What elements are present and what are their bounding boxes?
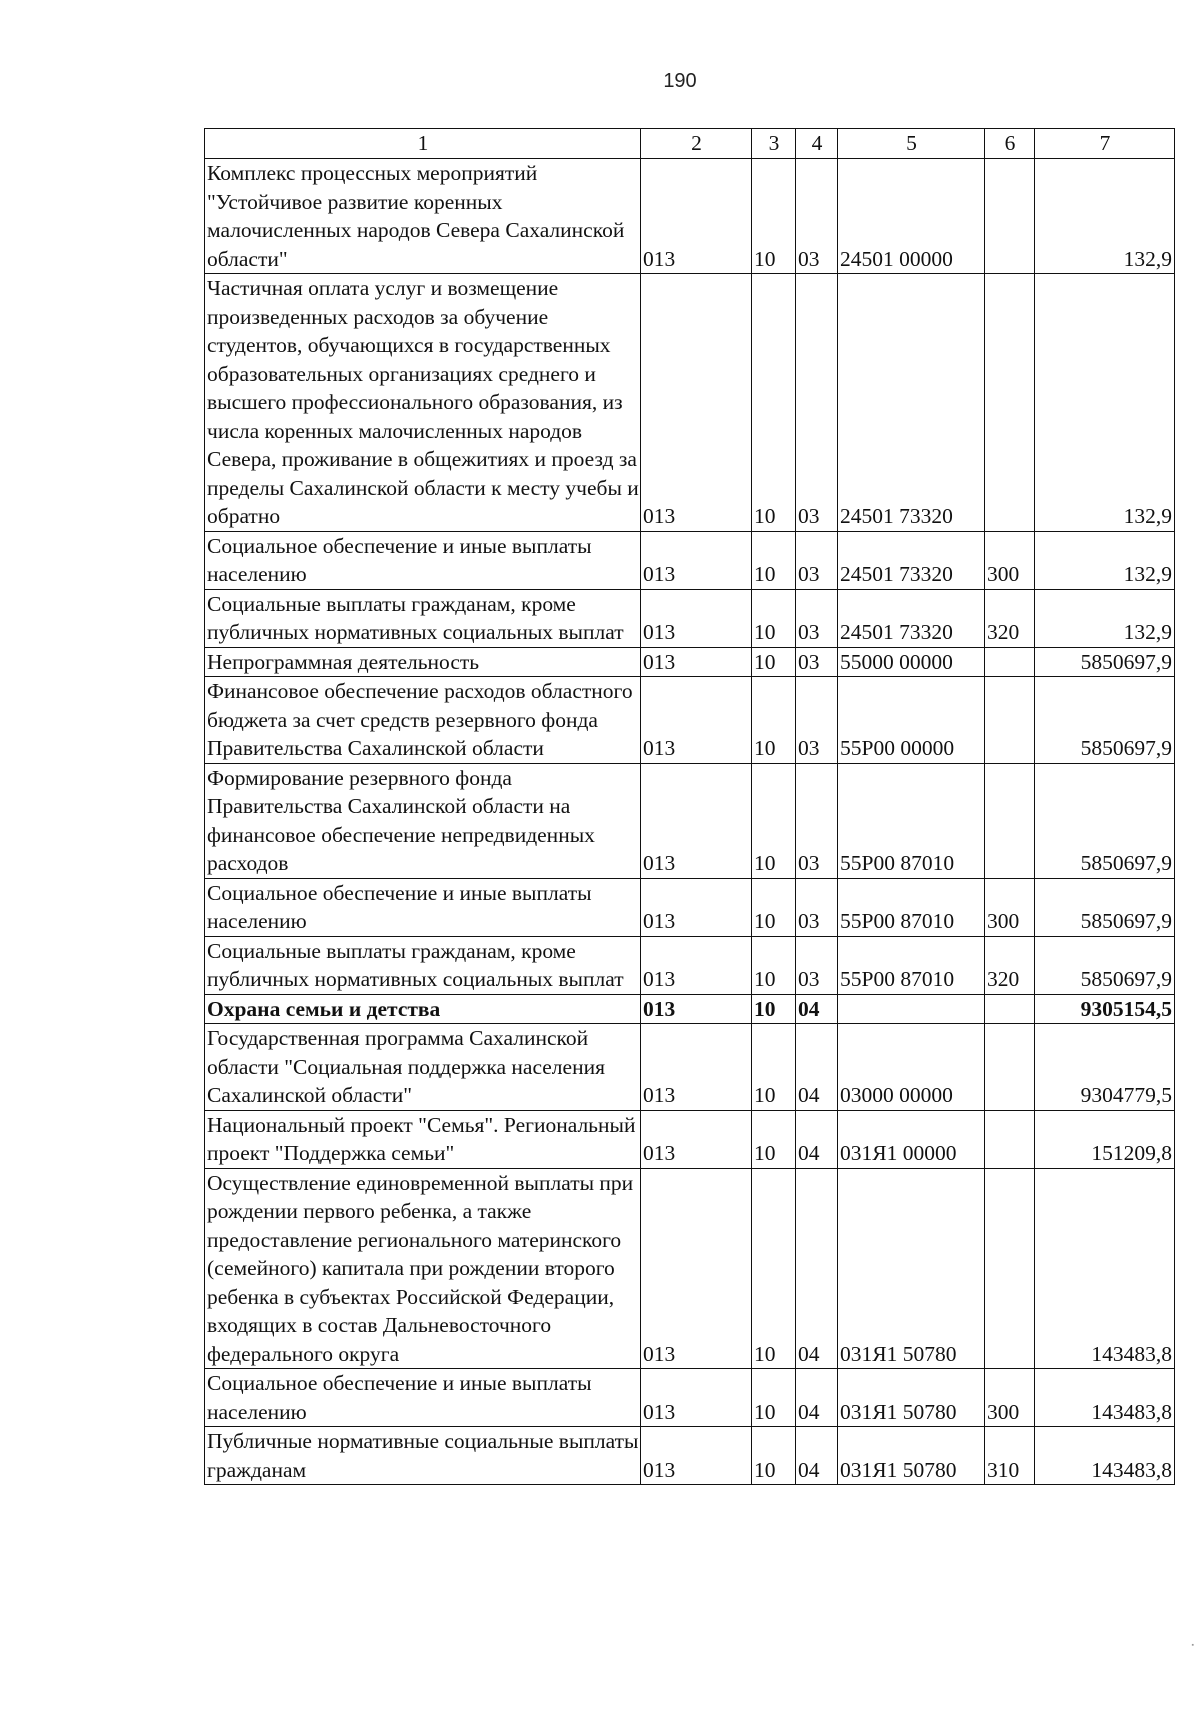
target-article-cell: 031Я1 50780 (838, 1427, 985, 1485)
amount-cell: 143483,8 (1035, 1168, 1175, 1369)
section-code-cell: 10 (752, 994, 796, 1024)
section-code-cell: 10 (752, 878, 796, 936)
row-name-cell: Социальные выплаты гражданам, кроме публичных нормативных социальных выплат (205, 589, 641, 647)
section-code-cell: 10 (752, 677, 796, 764)
amount-cell: 132,9 (1035, 274, 1175, 532)
ministry-code-cell: 013 (641, 589, 752, 647)
expense-type-cell (985, 1168, 1035, 1369)
table-row (205, 1168, 1175, 1369)
row-name-cell: Социальное обеспечение и иные выплаты населению (205, 531, 641, 589)
subsection-code-cell: 03 (796, 763, 838, 878)
subsection-code-cell: 03 (796, 159, 838, 274)
row-name-cell: Публичные нормативные социальные выплаты гражданам (205, 1427, 641, 1485)
ministry-code-cell: 013 (641, 994, 752, 1024)
subsection-code-cell: 03 (796, 274, 838, 532)
section-code-cell: 10 (752, 1110, 796, 1168)
amount-cell: 143483,8 (1035, 1369, 1175, 1427)
amount-cell: 5850697,9 (1035, 878, 1175, 936)
page-number: 190 (663, 70, 697, 92)
column-header-2: 2 (641, 129, 752, 159)
table-row (205, 1427, 1175, 1485)
subsection-code-cell: 03 (796, 677, 838, 764)
table-row (205, 994, 1175, 1024)
row-name-cell: Комплекс процессных мероприятий "Устойчивое развитие коренных малочисленных народов Севера Сахалинской области" (205, 159, 641, 274)
subsection-code-cell: 03 (796, 936, 838, 994)
scan-mark: ▪ (1191, 1642, 1194, 1649)
expense-type-cell: 300 (985, 1369, 1035, 1427)
expense-type-cell: 320 (985, 936, 1035, 994)
table-row (205, 274, 1175, 532)
row-name-cell: Финансовое обеспечение расходов областного бюджета за счет средств резервного фонда Правительства Сахалинской области (205, 677, 641, 764)
target-article-cell: 24501 73320 (838, 531, 985, 589)
table-row (205, 589, 1175, 647)
expense-type-cell (985, 159, 1035, 274)
amount-cell: 9304779,5 (1035, 1024, 1175, 1111)
target-article-cell: 24501 00000 (838, 159, 985, 274)
section-code-cell: 10 (752, 589, 796, 647)
table-row (205, 878, 1175, 936)
target-article-cell: 55Р00 87010 (838, 878, 985, 936)
target-article-cell (838, 994, 985, 1024)
table-row (205, 677, 1175, 764)
section-code-cell: 10 (752, 1168, 796, 1369)
section-code-cell: 10 (752, 763, 796, 878)
subsection-code-cell: 03 (796, 647, 838, 677)
ministry-code-cell: 013 (641, 936, 752, 994)
row-name-cell: Государственная программа Сахалинской области "Социальная поддержка населения Сахалинской области" (205, 1024, 641, 1111)
expense-type-cell: 300 (985, 878, 1035, 936)
subsection-code-cell: 04 (796, 1369, 838, 1427)
table-row (205, 531, 1175, 589)
row-name-cell: Формирование резервного фонда Правительства Сахалинской области на финансовое обеспечение непредвиденных расходов (205, 763, 641, 878)
amount-cell: 5850697,9 (1035, 647, 1175, 677)
ministry-code-cell: 013 (641, 274, 752, 532)
section-code-cell: 10 (752, 531, 796, 589)
expense-type-cell (985, 647, 1035, 677)
subsection-code-cell: 04 (796, 1427, 838, 1485)
target-article-cell: 55000 00000 (838, 647, 985, 677)
table-row (205, 647, 1175, 677)
table-row (205, 763, 1175, 878)
section-code-cell: 10 (752, 1369, 796, 1427)
expense-type-cell (985, 763, 1035, 878)
ministry-code-cell: 013 (641, 878, 752, 936)
column-header-6: 6 (985, 129, 1035, 159)
ministry-code-cell: 013 (641, 1168, 752, 1369)
target-article-cell: 55Р00 00000 (838, 677, 985, 764)
section-code-cell: 10 (752, 936, 796, 994)
budget-table (204, 128, 1175, 1485)
ministry-code-cell: 013 (641, 1110, 752, 1168)
table-header-row (205, 129, 1175, 159)
amount-cell: 132,9 (1035, 589, 1175, 647)
ministry-code-cell: 013 (641, 677, 752, 764)
target-article-cell: 24501 73320 (838, 274, 985, 532)
table-body (205, 159, 1175, 1485)
amount-cell: 5850697,9 (1035, 763, 1175, 878)
subsection-code-cell: 04 (796, 1110, 838, 1168)
row-name-cell: Частичная оплата услуг и возмещение произведенных расходов за обучение студентов, обучающихся в государственных образовательных организациях среднего и высшего профессионального образования, из числа коренных малочисленных народов Севера, проживание в общежитиях и проезд за пределы Сахалинской области к месту учебы и обратно (205, 274, 641, 532)
subsection-code-cell: 03 (796, 878, 838, 936)
ministry-code-cell: 013 (641, 763, 752, 878)
ministry-code-cell: 013 (641, 531, 752, 589)
row-name-cell: Осуществление единовременной выплаты при рождении первого ребенка, а также предоставление регионального материнского (семейного) капитала при рождении второго ребенка в субъектах Российской Федерации, входящих в состав Дальневосточного федерального округа (205, 1168, 641, 1369)
column-header-4: 4 (796, 129, 838, 159)
amount-cell: 143483,8 (1035, 1427, 1175, 1485)
target-article-cell: 031Я1 50780 (838, 1168, 985, 1369)
target-article-cell: 031Я1 50780 (838, 1369, 985, 1427)
table-row (205, 1024, 1175, 1111)
row-name-cell: Социальные выплаты гражданам, кроме публичных нормативных социальных выплат (205, 936, 641, 994)
subsection-code-cell: 04 (796, 994, 838, 1024)
table-row (205, 1369, 1175, 1427)
expense-type-cell: 320 (985, 589, 1035, 647)
amount-cell: 5850697,9 (1035, 936, 1175, 994)
column-header-7: 7 (1035, 129, 1175, 159)
row-name-cell: Непрограммная деятельность (205, 647, 641, 677)
expense-type-cell (985, 1024, 1035, 1111)
amount-cell: 9305154,5 (1035, 994, 1175, 1024)
subsection-code-cell: 03 (796, 589, 838, 647)
row-name-cell: Национальный проект "Семья". Региональный проект "Поддержка семьи" (205, 1110, 641, 1168)
expense-type-cell (985, 677, 1035, 764)
subsection-code-cell: 03 (796, 531, 838, 589)
ministry-code-cell: 013 (641, 1024, 752, 1111)
row-name-cell: Социальное обеспечение и иные выплаты населению (205, 1369, 641, 1427)
target-article-cell: 55Р00 87010 (838, 763, 985, 878)
row-name-cell: Охрана семьи и детства (205, 994, 641, 1024)
column-header-1: 1 (205, 129, 641, 159)
column-header-3: 3 (752, 129, 796, 159)
table-row (205, 936, 1175, 994)
amount-cell: 132,9 (1035, 159, 1175, 274)
amount-cell: 5850697,9 (1035, 677, 1175, 764)
target-article-cell: 24501 73320 (838, 589, 985, 647)
section-code-cell: 10 (752, 1024, 796, 1111)
expense-type-cell (985, 994, 1035, 1024)
target-article-cell: 03000 00000 (838, 1024, 985, 1111)
section-code-cell: 10 (752, 1427, 796, 1485)
ministry-code-cell: 013 (641, 159, 752, 274)
expense-type-cell: 310 (985, 1427, 1035, 1485)
table-row (205, 159, 1175, 274)
amount-cell: 132,9 (1035, 531, 1175, 589)
ministry-code-cell: 013 (641, 1369, 752, 1427)
subsection-code-cell: 04 (796, 1168, 838, 1369)
section-code-cell: 10 (752, 647, 796, 677)
target-article-cell: 031Я1 00000 (838, 1110, 985, 1168)
ministry-code-cell: 013 (641, 1427, 752, 1485)
target-article-cell: 55Р00 87010 (838, 936, 985, 994)
section-code-cell: 10 (752, 159, 796, 274)
expense-type-cell (985, 274, 1035, 532)
subsection-code-cell: 04 (796, 1024, 838, 1111)
expense-type-cell: 300 (985, 531, 1035, 589)
section-code-cell: 10 (752, 274, 796, 532)
row-name-cell: Социальное обеспечение и иные выплаты населению (205, 878, 641, 936)
ministry-code-cell: 013 (641, 647, 752, 677)
amount-cell: 151209,8 (1035, 1110, 1175, 1168)
column-header-5: 5 (838, 129, 985, 159)
expense-type-cell (985, 1110, 1035, 1168)
table-row (205, 1110, 1175, 1168)
